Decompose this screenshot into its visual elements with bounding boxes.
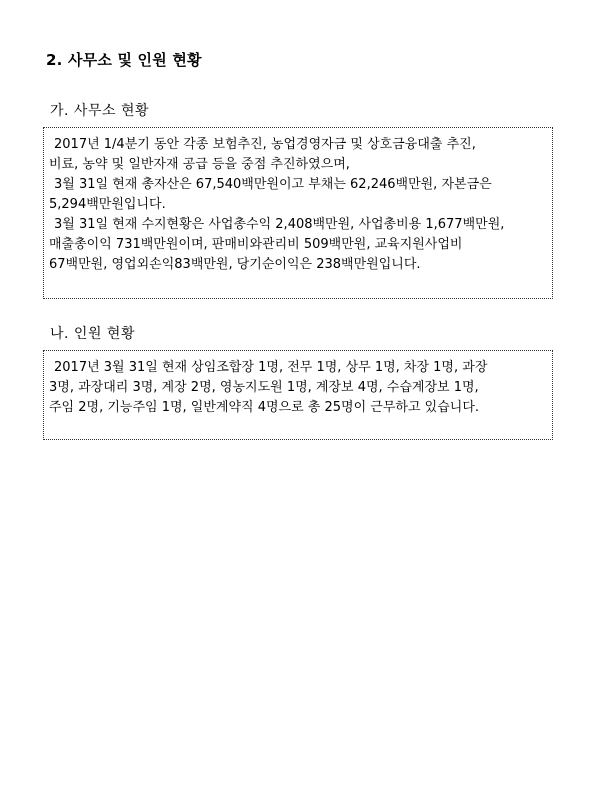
text-line: 주임 2명, 기능주임 1명, 일반계약직 4명으로 총 25명이 근무하고 있습니다. [49,400,480,415]
text-line: 3월 31일 현재 총자산은 67,540백만원이고 부채는 62,246백만원, 자본금은 [54,177,492,192]
section-heading: 2. 사무소 및 인원 현황 [46,51,202,69]
office-status-title: 가. 사무소 현황 [50,103,149,119]
text-line: 매출총이익 731백만원이며, 판매비와관리비 509백만원, 교육지원사업비 [49,237,463,252]
staff-status-box [43,350,553,440]
text-line: 3명, 과장대리 3명, 계장 2명, 영농지도원 1명, 계장보 4명, 수습계장보 1명, [49,380,479,395]
text-line: 2017년 1/4분기 동안 각종 보험추진, 농업경영자금 및 상호금융대출 추진, [54,137,476,152]
staff-status-text [49,358,549,418]
text-line: 3월 31일 현재 수지현황은 사업총수익 2,408백만원, 사업총비용 1,677백만원, [54,217,505,232]
text-line: 2017년 3월 31일 현재 상임조합장 1명, 전무 1명, 상무 1명, 차장 1명, 과장 [54,360,488,375]
staff-status-title: 나. 인원 현황 [50,326,135,342]
office-status-box [43,127,553,299]
text-line: 67백만원, 영업외손익83백만원, 당기순이익은 238백만원입니다. [49,257,421,272]
office-status-text [49,135,549,275]
text-line: 비료, 농약 및 일반자재 공급 등을 중점 추진하였으며, [49,157,350,172]
text-line: 5,294백만원입니다. [49,197,166,212]
